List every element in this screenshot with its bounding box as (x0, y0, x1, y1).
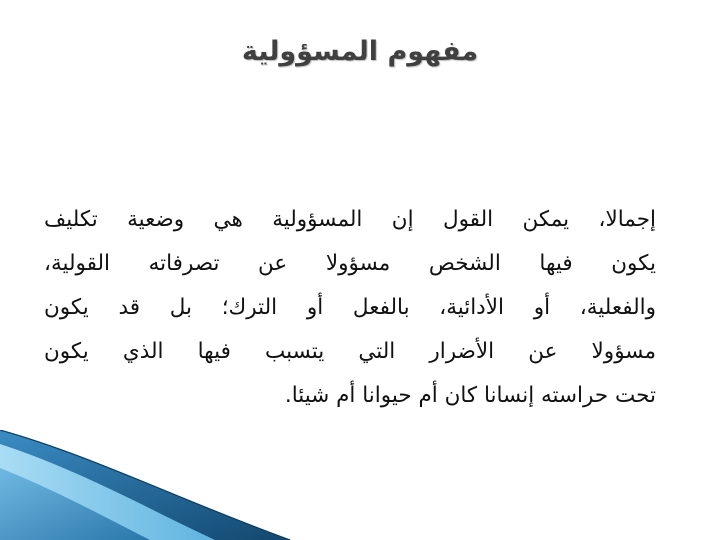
slide-body-paragraph (44, 198, 656, 418)
paragraph-line-3: والفعلية، أو الأدائية، بالفعل أو الترك؛ بل قد يكون (44, 295, 656, 320)
paragraph-line-5: تحت حراسته إنسانا كان أم حيوانا أم شيئا. (284, 383, 656, 408)
slide-title: مفهوم المسؤولية (241, 36, 479, 67)
paragraph-line-1: إجمالا، يمكن القول إن المسؤولية هي وضعية تكليف (44, 207, 656, 232)
paragraph-line-4: مسؤولا عن الأضرار التي يتسبب فيها الذي يكون (44, 339, 656, 364)
paragraph-line-2: يكون فيها الشخص مسؤولا عن تصرفاته القولية، (44, 251, 656, 276)
decorative-corner-swoosh (0, 430, 720, 540)
